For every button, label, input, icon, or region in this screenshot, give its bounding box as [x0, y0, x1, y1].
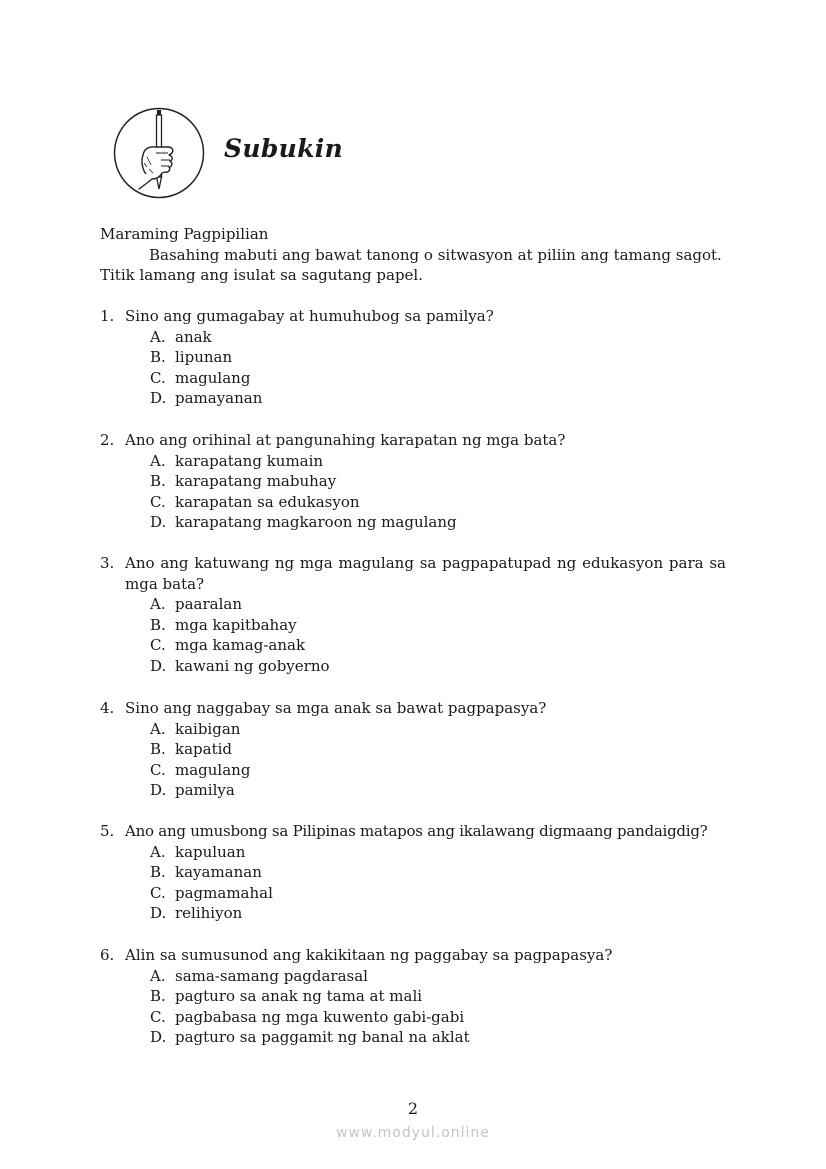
choice-text: kawani ng gobyerno — [175, 656, 330, 675]
choice-letter: D. — [150, 513, 167, 532]
choice-letter: D. — [150, 1028, 167, 1047]
choice-letter: B. — [150, 987, 166, 1006]
choice-letter: D. — [150, 904, 167, 923]
choice-b — [100, 471, 726, 492]
question-number: 6. — [100, 946, 115, 964]
instructions-line-1: Basahing mabuti ang bawat tanong o sitwasyon at piliin ang tamang sagot. — [149, 246, 722, 264]
choice-letter: D. — [150, 656, 167, 675]
choice-letter: A. — [150, 327, 166, 346]
choice-text: magulang — [175, 368, 251, 387]
choice-b — [100, 986, 726, 1007]
choice-a — [100, 842, 726, 863]
choice-text: mga kamag-anak — [175, 636, 306, 655]
choice-text: pagturo sa paggamit ng banal na aklat — [175, 1028, 470, 1047]
choice-text: sama-samang pagdarasal — [175, 966, 368, 985]
choice-letter: B. — [150, 863, 166, 882]
choice-letter: C. — [150, 492, 166, 511]
choice-letter: C. — [150, 760, 166, 779]
choice-text: lipunan — [175, 348, 233, 367]
choice-list — [100, 966, 726, 1048]
choice-list — [100, 842, 726, 924]
question-text — [125, 553, 726, 594]
choice-text: karapatang mabuhay — [175, 472, 337, 491]
choice-letter: A. — [150, 719, 166, 738]
question-number: 3. — [100, 554, 115, 572]
choice-text: karapatang kumain — [175, 451, 324, 470]
subheading: Maraming Pagpipilian — [100, 225, 269, 243]
choice-letter: A. — [150, 842, 166, 861]
choice-list — [100, 594, 726, 676]
choice-letter: B. — [150, 472, 166, 491]
choice-a — [100, 594, 726, 615]
watermark: www.modyul.online — [336, 1125, 490, 1141]
instructions-line-2: Titik lamang ang isulat sa sagutang papel. — [100, 266, 423, 284]
choice-b — [100, 739, 726, 760]
question-text-line-1: Ano ang katuwang ng mga magulang sa pagpapatupad ng edukasyon para sa — [125, 554, 726, 572]
question-number: 4. — [100, 699, 115, 717]
choice-c — [100, 492, 726, 513]
question-text: Sino ang naggabay sa mga anak sa bawat pagpapasya? — [125, 699, 547, 717]
choice-a — [100, 966, 726, 987]
choice-letter: B. — [150, 615, 166, 634]
question-4 — [100, 698, 726, 801]
choice-a — [100, 451, 726, 472]
choice-b — [100, 862, 726, 883]
choice-letter: B. — [150, 740, 166, 759]
choice-letter: D. — [150, 389, 167, 408]
choice-d — [100, 1027, 726, 1048]
choice-letter: C. — [150, 1007, 166, 1026]
choice-text: kayamanan — [175, 863, 262, 882]
hand-holding-pencil-icon — [113, 107, 205, 199]
question-text: Ano ang orihinal at pangunahing karapatan ng mga bata? — [125, 431, 566, 449]
choice-list — [100, 451, 726, 533]
choice-c — [100, 760, 726, 781]
choice-text: mga kapitbahay — [175, 615, 297, 634]
choice-a — [100, 327, 726, 348]
question-3 — [100, 553, 726, 677]
choice-text: anak — [175, 327, 212, 346]
page-number: 2 — [407, 1099, 419, 1118]
choice-a — [100, 719, 726, 740]
choice-text: pamilya — [175, 781, 235, 800]
choice-text: kapatid — [175, 740, 233, 759]
choice-c — [100, 1007, 726, 1028]
choice-c — [100, 635, 726, 656]
question-text: Ano ang umusbong sa Pilipinas matapos ang ikalawang digmaang pandaigdig? — [125, 822, 708, 840]
question-number: 5. — [100, 822, 115, 840]
question-6 — [100, 945, 726, 1048]
choice-text: kaibigan — [175, 719, 241, 738]
choice-letter: A. — [150, 595, 166, 614]
choice-text: pamayanan — [175, 389, 263, 408]
choice-b — [100, 347, 726, 368]
question-text-line-2: mga bata? — [125, 574, 205, 593]
choice-text: karapatan sa edukasyon — [175, 492, 360, 511]
question-text: Sino ang gumagabay at humuhubog sa pamilya? — [125, 307, 494, 325]
question-number: 1. — [100, 307, 115, 325]
choice-d — [100, 512, 726, 533]
choice-d — [100, 780, 726, 801]
choice-text: pagmamahal — [175, 883, 273, 902]
choice-list — [100, 719, 726, 801]
question-text: Alin sa sumusunod ang kakikitaan ng paggabay sa pagpapasya? — [125, 946, 613, 964]
choice-letter: B. — [150, 348, 166, 367]
choice-list — [100, 327, 726, 409]
choice-text: pagbabasa ng mga kuwento gabi-gabi — [175, 1007, 465, 1026]
choice-letter: D. — [150, 781, 167, 800]
choice-text: pagturo sa anak ng tama at mali — [175, 987, 423, 1006]
question-1 — [100, 306, 726, 409]
choice-text: paaralan — [175, 595, 243, 614]
choice-text: relihiyon — [175, 904, 243, 923]
question-5 — [100, 821, 726, 924]
choice-text: karapatang magkaroon ng magulang — [175, 513, 457, 532]
choice-letter: C. — [150, 368, 166, 387]
choice-letter: C. — [150, 636, 166, 655]
choice-b — [100, 615, 726, 636]
choice-text: magulang — [175, 760, 251, 779]
choice-letter: A. — [150, 451, 166, 470]
choice-text: kapuluan — [175, 842, 246, 861]
choice-letter: A. — [150, 966, 166, 985]
choice-c — [100, 883, 726, 904]
choice-d — [100, 656, 726, 677]
question-number: 2. — [100, 431, 115, 449]
choice-d — [100, 388, 726, 409]
choice-d — [100, 903, 726, 924]
choice-letter: C. — [150, 883, 166, 902]
question-2 — [100, 430, 726, 533]
choice-c — [100, 368, 726, 389]
section-title: Subukin — [224, 134, 343, 163]
